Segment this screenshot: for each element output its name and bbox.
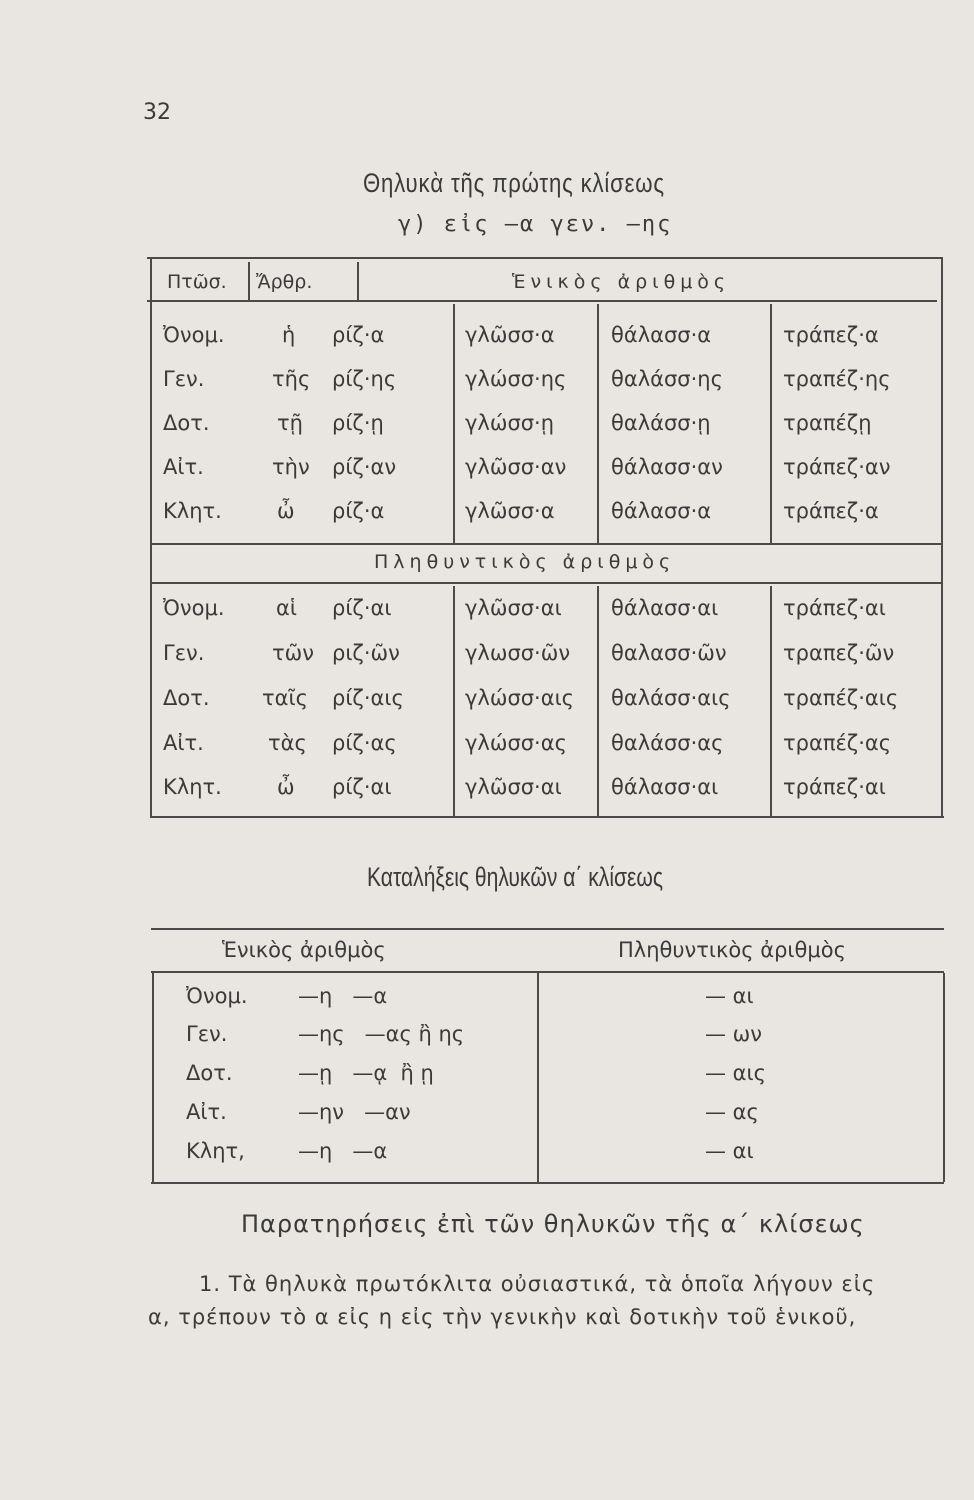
table-divider	[597, 304, 599, 543]
case-label: Γεν.	[186, 1022, 228, 1046]
word-riza: ρίζ·ας	[332, 731, 397, 755]
table-divider	[453, 586, 455, 816]
word-thalassa: θαλάσσ·ης	[611, 367, 723, 391]
singular-ending: —η —α	[298, 1139, 388, 1163]
word-thalassa: θαλάσσ·ας	[611, 731, 724, 755]
word-glossa: γλώσσ·ῃ	[465, 411, 555, 435]
table-rule	[151, 971, 944, 973]
case-label: Ὀνομ.	[163, 596, 225, 620]
word-glossa: γλῶσσ·α	[465, 323, 555, 347]
word-trapeza: τραπεζ·ῶν	[783, 641, 895, 665]
word-glossa: γλώσσ·ης	[465, 367, 567, 391]
header-case: Πτῶσ.	[167, 271, 227, 293]
word-riza: ρίζ·αις	[332, 686, 404, 710]
word-thalassa: θάλασσ·αν	[611, 455, 723, 479]
article: τῶν	[272, 641, 314, 665]
table-rule	[151, 928, 944, 930]
singular-ending: —ῃ —ᾳ ἢ ῃ	[298, 1061, 434, 1085]
article: ἡ	[282, 323, 296, 347]
word-glossa: γλῶσσ·αν	[465, 455, 567, 479]
table-border-left	[150, 258, 152, 818]
case-label: Κλητ,	[186, 1139, 245, 1163]
observations-title: Παρατηρήσεις ἐπὶ τῶν θηλυκῶν τῆς α΄ κλίσεως	[241, 1210, 865, 1238]
plural-ending: — αι	[705, 984, 754, 1008]
word-riza: ρίζ·ης	[332, 367, 397, 391]
singular-ending: —ης —ας ἢ ης	[298, 1022, 465, 1046]
case-label: Γεν.	[163, 641, 205, 665]
word-riza: ρίζ·αι	[332, 596, 392, 620]
word-trapeza: τράπεζ·α	[783, 499, 879, 523]
word-glossa: γλῶσσ·αι	[465, 596, 562, 620]
section-title: Θηλυκὰ τῆς πρώτης κλίσεως	[363, 168, 665, 198]
case-label: Κλητ.	[163, 499, 222, 523]
singular-ending: —ην —αν	[298, 1100, 411, 1124]
word-trapeza: τράπεζ·αι	[783, 775, 886, 799]
word-riza: ρίζ·α	[332, 499, 385, 523]
plural-ending: — ων	[705, 1022, 762, 1046]
word-trapeza: τραπέζ·αις	[783, 686, 899, 710]
word-riza: ρίζ·ῃ	[332, 411, 384, 435]
article: τὰς	[268, 731, 307, 755]
header-singular: Ἑνικὸς ἀριθμὸς	[222, 938, 386, 962]
word-glossa: γλῶσσ·α	[465, 499, 555, 523]
word-glossa: γλώσσ·αις	[465, 686, 575, 710]
plural-ending: — ας	[705, 1100, 759, 1124]
singular-ending: —η —α	[298, 984, 388, 1008]
table-rule	[151, 816, 944, 818]
case-label: Αἰτ.	[163, 455, 204, 479]
table-border-left	[152, 973, 154, 1182]
word-glossa: γλῶσσ·αι	[465, 775, 562, 799]
article: ταῖς	[262, 686, 308, 710]
word-trapeza: τραπέζ·ας	[783, 731, 892, 755]
case-label: Ὀνομ.	[186, 984, 248, 1008]
case-label: Ὀνομ.	[163, 323, 225, 347]
table-rule	[147, 257, 943, 259]
header-singular: Ἑνικὸς ἀριθμὸς	[512, 271, 731, 293]
word-riza: ριζ·ῶν	[332, 641, 400, 665]
table-border-right	[943, 973, 945, 1182]
plural-ending: — αι	[705, 1139, 754, 1163]
word-thalassa: θάλασσ·α	[611, 499, 712, 523]
word-trapeza: τράπεζ·αν	[783, 455, 891, 479]
table-divider	[537, 973, 539, 1182]
article: τῇ	[277, 411, 303, 435]
article: ὦ	[277, 775, 295, 799]
page-number: 32	[143, 100, 171, 125]
case-label: Δοτ.	[163, 411, 210, 435]
endings-title: Καταλήξεις θηλυκῶν α΄ κλίσεως	[367, 862, 663, 892]
table-divider	[453, 304, 455, 543]
word-thalassa: θαλασσ·ῶν	[611, 641, 727, 665]
header-plural: Πληθυντικὸς ἀριθμὸς	[374, 551, 676, 573]
article: ὦ	[277, 499, 295, 523]
word-glossa: γλωσσ·ῶν	[465, 641, 571, 665]
table-divider	[770, 586, 772, 816]
case-label: Γεν.	[163, 367, 205, 391]
word-riza: ρίζ·α	[332, 323, 385, 347]
table-divider	[357, 262, 359, 300]
plural-ending: — αις	[705, 1061, 766, 1085]
table-divider	[770, 304, 772, 543]
word-glossa: γλώσσ·ας	[465, 731, 567, 755]
article: αἱ	[276, 596, 297, 620]
case-label: Κλητ.	[163, 775, 222, 799]
paragraph-line: 1. Τὰ θηλυκὰ πρωτόκλιτα οὐσιαστικά, τὰ ὁποῖα λήγουν εἰς	[199, 1272, 876, 1296]
table-divider	[597, 586, 599, 816]
table-rule	[151, 582, 943, 584]
table-rule	[147, 300, 937, 302]
word-trapeza: τράπεζ·αι	[783, 596, 886, 620]
word-trapeza: τράπεζ·α	[783, 323, 879, 347]
article: τῆς	[272, 367, 311, 391]
subtitle: γ) εἰς —α γεν. —ης	[398, 212, 673, 237]
word-riza: ρίζ·αν	[332, 455, 397, 479]
paragraph-line: α, τρέπουν τὸ α εἰς η εἰς τὴν γενικὴν καὶ δοτικὴν τοῦ ἑνικοῦ,	[148, 1305, 857, 1329]
table-rule	[151, 543, 941, 545]
word-thalassa: θάλασσ·αι	[611, 596, 719, 620]
case-label: Αἰτ.	[186, 1100, 227, 1124]
word-thalassa: θαλάσσ·αις	[611, 686, 731, 710]
case-label: Δοτ.	[186, 1061, 233, 1085]
table-rule	[151, 1182, 944, 1184]
word-thalassa: θαλάσσ·ῃ	[611, 411, 711, 435]
word-trapeza: τραπέζῃ	[783, 411, 872, 435]
word-trapeza: τραπέζ·ης	[783, 367, 891, 391]
case-label: Δοτ.	[163, 686, 210, 710]
header-article: Ἄρθρ.	[256, 271, 313, 293]
word-thalassa: θάλασσ·α	[611, 323, 712, 347]
table-border-right	[941, 258, 943, 818]
word-thalassa: θάλασσ·αι	[611, 775, 719, 799]
word-riza: ρίζ·αι	[332, 775, 392, 799]
table-divider	[248, 262, 250, 300]
header-plural: Πληθυντικὸς ἀριθμὸς	[618, 938, 846, 962]
case-label: Αἰτ.	[163, 731, 204, 755]
article: τὴν	[272, 455, 310, 479]
